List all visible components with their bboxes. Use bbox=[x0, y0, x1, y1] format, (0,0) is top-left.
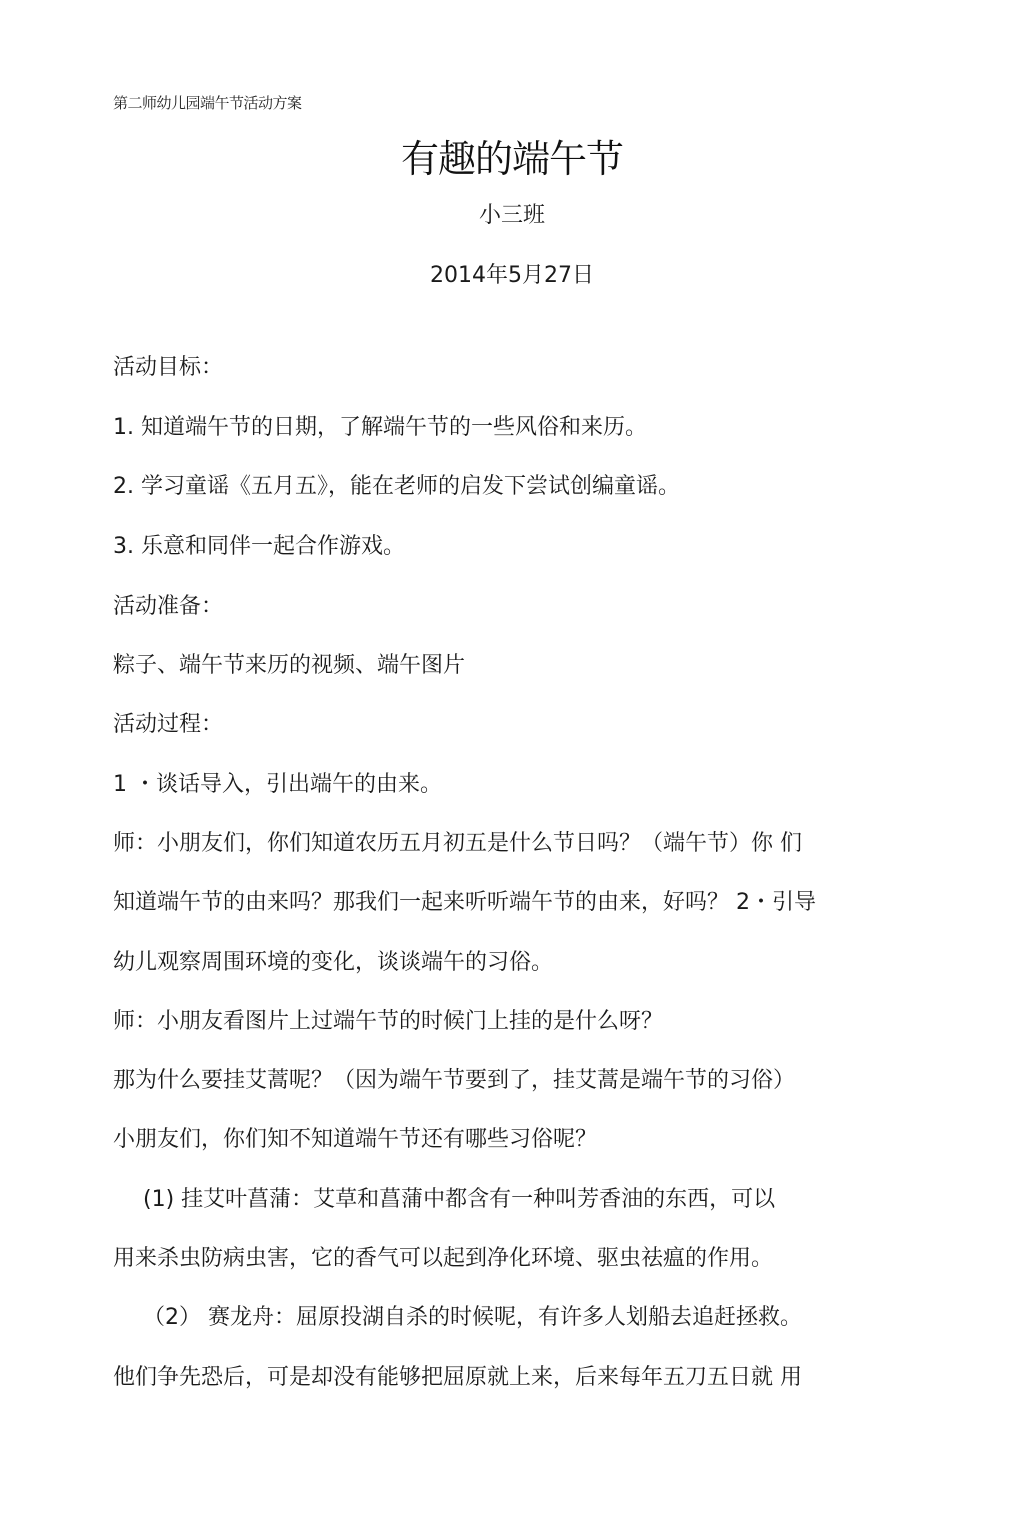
goal-item-2: 2. 学习童谣《五月五》，能在老师的启发下尝试创编童谣。 bbox=[113, 474, 680, 499]
paragraph-line: 小朋友们，你们知不知道端午节还有哪些习俗呢？ bbox=[113, 1127, 598, 1152]
class-name: 小三班 bbox=[478, 203, 545, 228]
goal-item-1: 1. 知道端午节的日期，了解端午节的一些风俗和来历。 bbox=[113, 415, 647, 440]
document-date: 2014年5月27日 bbox=[430, 263, 594, 288]
custom-item-1: (1) 挂艾叶菖蒲：艾草和菖蒲中都含有一种叫芳香油的东西，可以 bbox=[143, 1187, 776, 1212]
paragraph-line: 知道端午节的由来吗？那我们一起来听听端午节的由来，好吗？ 2・引导 bbox=[113, 890, 816, 915]
section-heading-goals: 活动目标： bbox=[113, 355, 224, 380]
paragraph-line: 他们争先恐后，可是却没有能够把屈原就上来，后来每年五刀五日就 用 bbox=[113, 1365, 802, 1390]
custom-item-2: （2） 赛龙舟：屈原投湖自杀的时候呢，有许多人划船去追赶拯救。 bbox=[143, 1305, 802, 1330]
process-step-1: 1 ・谈话导入，引出端午的由来。 bbox=[113, 772, 442, 797]
header-note: 第二师幼儿园端午节活动方案 bbox=[113, 94, 302, 112]
paragraph-line: 师：小朋友看图片上过端午节的时候门上挂的是什么呀？ bbox=[113, 1009, 664, 1034]
section-heading-process: 活动过程： bbox=[113, 712, 224, 737]
paragraph-line: 用来杀虫防病虫害，它的香气可以起到净化环境、驱虫祛瘟的作用。 bbox=[113, 1246, 774, 1271]
preparation-text: 粽子、端午节来历的视频、端午图片 bbox=[113, 653, 466, 678]
paragraph-line: 那为什么要挂艾蒿呢？（因为端午节要到了，挂艾蒿是端午节的习俗） bbox=[113, 1068, 796, 1093]
paragraph-line: 幼儿观察周围环境的变化，谈谈端午的习俗。 bbox=[113, 950, 554, 975]
paragraph-line: 师：小朋友们，你们知道农历五月初五是什么节日吗？（端午节）你 们 bbox=[113, 831, 802, 856]
goal-item-3: 3. 乐意和同伴一起合作游戏。 bbox=[113, 534, 405, 559]
document-title: 有趣的端午节 bbox=[400, 137, 623, 181]
section-heading-preparation: 活动准备： bbox=[113, 594, 224, 619]
